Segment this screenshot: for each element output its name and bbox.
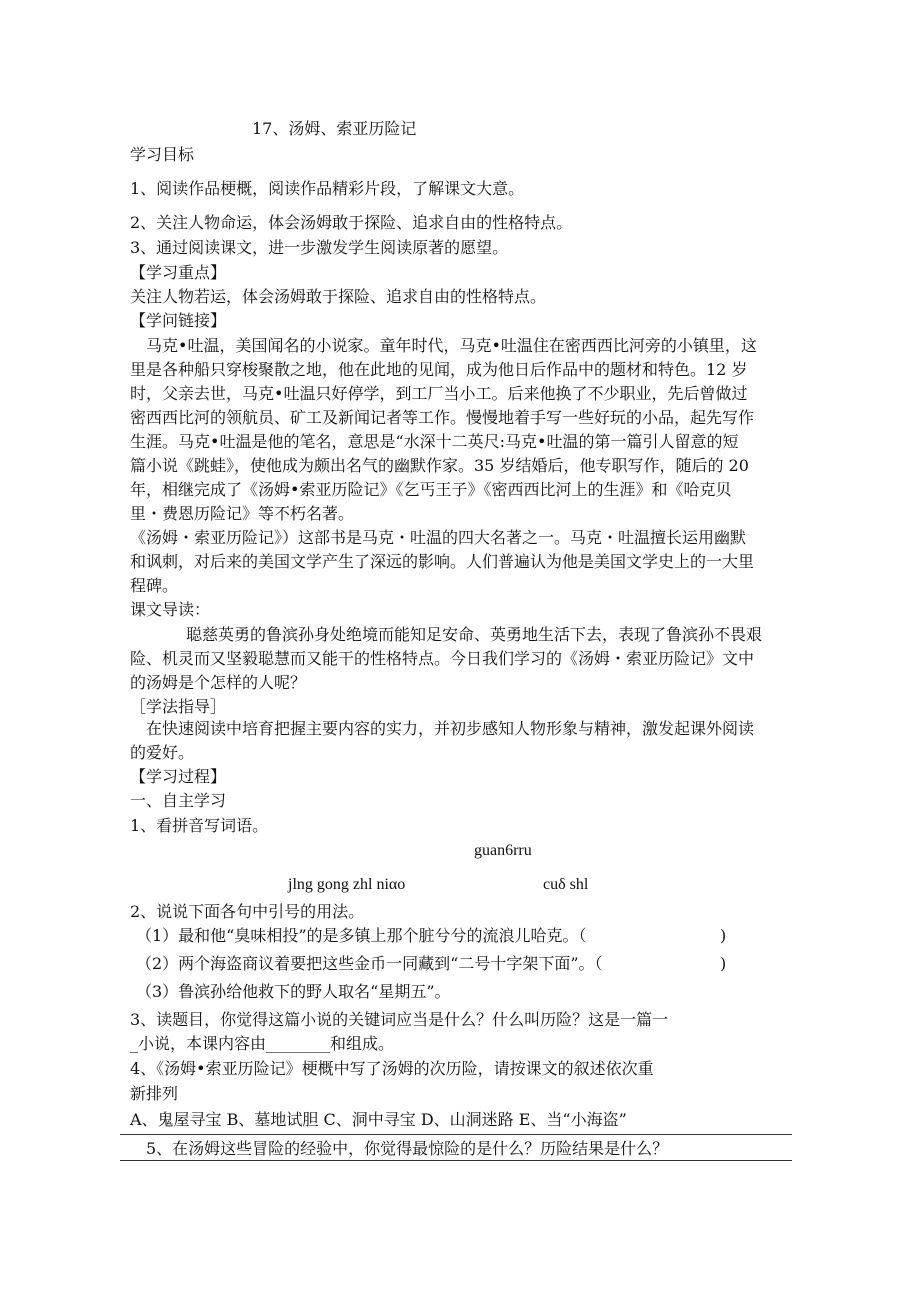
knowledge-line: 年，相继完成了《汤姆•索亚历险记》《乞丐王子》《密西西比河上的生涯》和《哈克贝 [130, 480, 732, 499]
objective-item: 1、阅读作品梗概，阅读作品精彩片段，了解课文大意。 [130, 179, 525, 198]
section-self-study: 一、自主学习 [130, 791, 227, 810]
page-title: 17、汤姆、索亚历险记 [252, 119, 417, 138]
question-4: 4、《汤姆•索亚历险记》梗概中写了汤姆的次历险，请按课文的叙述依次重 [130, 1059, 654, 1078]
knowledge-line: 里是各种船只穿梭聚散之地，他在此地的见闻，成为他日后作品中的题材和特色。12 岁 [130, 360, 748, 379]
method-heading: ［学法指导］ [130, 697, 227, 716]
answer-blank-close-paren: ) [720, 954, 727, 973]
question-3: 3、读题目，你觉得这篇小说的关键词应当是什么？什么叫历险？这是一篇一 [130, 1010, 669, 1029]
question-5: 5、在汤姆这些冒险的经验中，你觉得最惊险的是什么？历险结果是什么？ [146, 1139, 669, 1158]
question-2: 2、说说下面各句中引号的用法。 [130, 902, 365, 921]
key-point-text: 关注人物若运，体会汤姆敢于探险、追求自由的性格特点。 [130, 287, 547, 306]
knowledge-line: 密西西比河的领航员、矿工及新闻记者等工作。慢慢地着手写一些好玩的小品，起先写作 [130, 408, 755, 427]
method-line: 的爱好。 [130, 743, 195, 762]
knowledge-line: 马克•吐温，美国闻名的小说家。童年时代，马克•吐温住在密西西比河旁的小镇里，这 [146, 336, 757, 355]
pinyin-prompt: guan6rru [474, 842, 532, 859]
knowledge-line: 篇小说《跳蛙》，使他成为颇出名气的幽默作家。35 岁结婚后，他专职写作，随后的 20 [130, 456, 749, 475]
question-4: 新排列 [130, 1084, 179, 1103]
knowledge-line: 程碑。 [130, 576, 179, 595]
objective-item: 2、关注人物命运，体会汤姆敢于探险、追求自由的性格特点。 [130, 213, 573, 232]
lesson-intro-line: 的汤姆是个怎样的人呢？ [130, 673, 307, 692]
key-point-heading: 【学习重点】 [130, 263, 227, 282]
knowledge-line: 和讽刺，对后来的美国文学产生了深远的影响。人们普遍认为他是美国文学史上的一大里 [130, 552, 755, 571]
method-line: 在快速阅读中培育把握主要内容的实力，并初步感知人物形象与精神，激发起课外阅读 [146, 719, 755, 738]
objectives-heading: 学习目标 [130, 145, 195, 164]
objective-item: 3、通过阅读课文，进一步激发学生阅读原著的愿望。 [130, 238, 509, 257]
pinyin-prompt: jlng gong zhl niαo [288, 876, 406, 893]
lesson-intro-heading: 课文导读： [130, 600, 211, 619]
answer-blank-close-paren: ) [720, 926, 727, 945]
lesson-intro-line: 险、机灵而又坚毅聪慧而又能干的性格特点。今日我们学习的《汤姆・索亚历险记》文中 [130, 649, 755, 668]
question-2-item: （3）鲁滨孙给他救下的野人取名“星期五”。 [136, 982, 451, 1001]
question-4-options: A、鬼屋寻宝 B、墓地试胆 C、洞中寻宝 D、山洞迷路 E、当“小海盗” [130, 1110, 627, 1129]
divider-line [120, 1134, 792, 1135]
knowledge-line: 时，父亲去世，马克•吐温只好停学，到工厂当小工。后来他换了不少职业，先后曾做过 [130, 384, 748, 403]
knowledge-line: 生涯。马克•吐温是他的笔名，意思是“水深十二英尺:马克•吐温的第一篇引人留意的短 [130, 432, 739, 451]
knowledge-line: 《汤姆・索亚历险记》）这部书是马克・吐温的四大名著之一。马克・吐温擅长运用幽默 [130, 528, 747, 547]
process-heading: 【学习过程】 [130, 767, 227, 786]
knowledge-line: 里・费恩历险记》等不朽名著。 [130, 504, 355, 523]
divider-line [120, 1160, 792, 1161]
question-2-item: （2）两个海盗商议着要把这些金币一同藏到“二号十字架下面”。（ [136, 954, 603, 973]
question-3: _小说，本课内容由________和组成。 [130, 1034, 395, 1053]
lesson-intro-line: 聪慈英勇的鲁滨孙身处绝境而能知足安命、英勇地生活下去，表现了鲁滨孙不畏艰 [186, 625, 763, 644]
pinyin-prompt: cuδ shl [543, 876, 589, 893]
question-2-item: （1）最和他“臭味相投”的是多镇上那个脏兮兮的流浪儿哈克。（ [136, 926, 587, 945]
knowledge-link-heading: 【学问链接】 [130, 311, 227, 330]
question-1: 1、看拼音写词语。 [130, 816, 269, 835]
